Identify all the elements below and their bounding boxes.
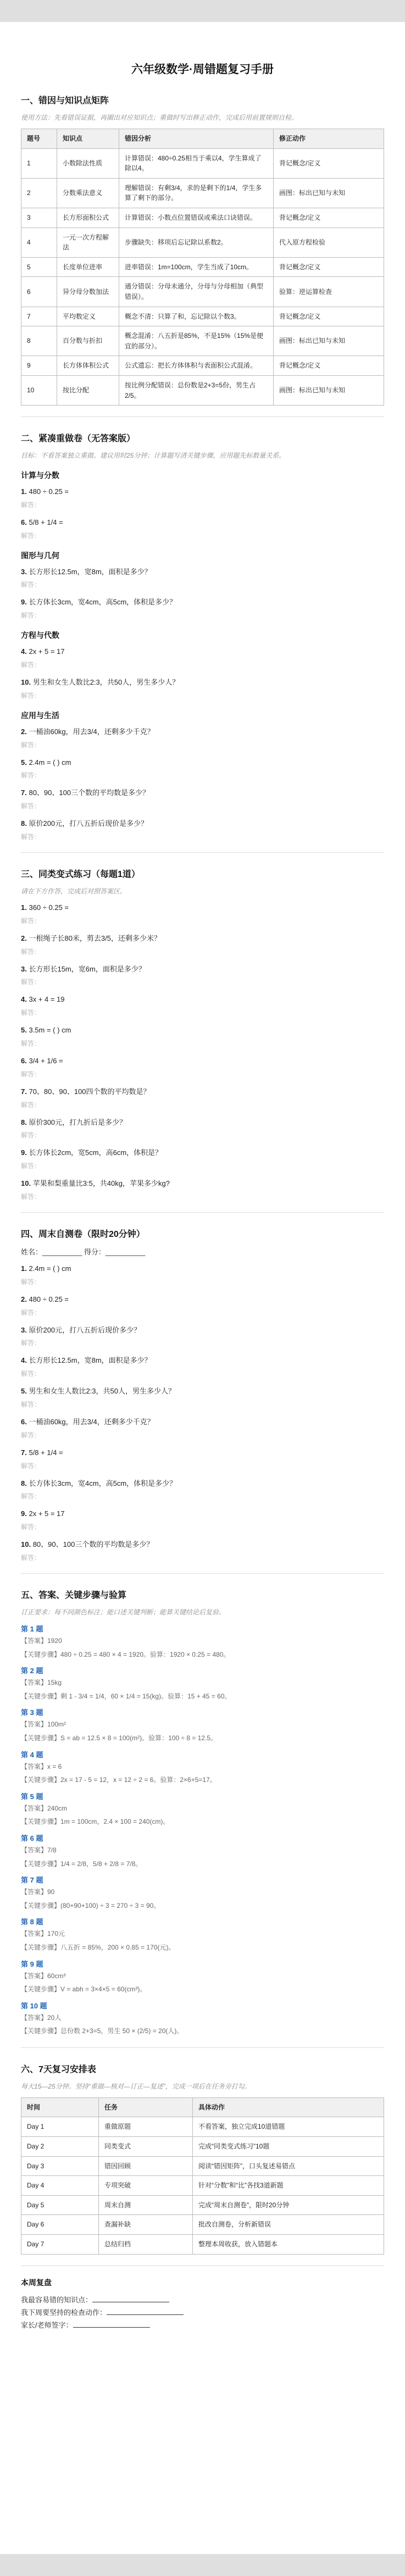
table-cell: 进率错误：1m=100cm，学生当成了10cm。 [119,257,274,277]
question [21,1263,384,1275]
question-text: 苹果和梨重量比3:5，共40kg，苹果多少kg? [32,1179,170,1188]
table-header-cell: 修正动作 [274,129,384,149]
question-text: 长方形长12.5m，宽8m，面积是多少？ [29,567,152,576]
divider [21,852,384,853]
answer-label[interactable]: 解答： [21,833,41,841]
table-header-cell: 时间 [21,2097,99,2117]
divider [21,1212,384,1213]
table-cell: 6 [21,277,57,307]
answer-label[interactable]: 解答： [21,917,41,925]
section-2-note: 目标：不看答案独立重做。建议用时25分钟；计算题写清关键步骤，应用题先标数量关系。 [21,452,286,460]
question [21,1478,384,1490]
answer-label[interactable]: 解答： [21,1009,41,1017]
table-row [21,277,384,307]
table-cell: 按比分配 [57,375,119,405]
answer-label[interactable]: 解答： [21,1401,41,1409]
answer-key-title: 第 6 题 [21,1834,43,1842]
question-number: 8. [21,1479,27,1487]
question-text: 2.4m = ( ) cm [29,1264,71,1273]
question-number: 5. [21,1026,27,1035]
question [21,1294,384,1306]
table-cell: 百分数与折扣 [57,326,119,356]
question-number: 9. [21,1148,27,1157]
table-cell: 批改自测卷，分析新错误 [193,2215,384,2235]
answer-key-title: 第 8 题 [21,1918,43,1927]
table-cell: Day 5 [21,2195,99,2215]
question [21,1539,384,1551]
answer-value: 【答案】170元 [21,1930,65,1938]
table-cell: 4 [21,227,57,257]
question-number: 7. [21,789,27,797]
question-text: 480 ÷ 0.25 = [29,487,69,496]
answer-value: 【答案】7/8 [21,1846,57,1854]
question [21,1508,384,1520]
question-text: 男生和女生人数比2:3，共50人，男生多少人？ [32,678,180,687]
answer-label[interactable]: 解答： [21,1131,41,1140]
answer-label[interactable]: 解答： [21,1193,41,1201]
table-row [21,148,384,178]
answer-steps: 【关键步骤】1/4 = 2/8，5/8 + 2/8 = 7/8。 [21,1859,142,1868]
table-cell: 8 [21,326,57,356]
table-cell: 按比例分配错误：总份数是2+3=5份，男生占2/5。 [119,375,274,405]
table-cell: 不看答案，独立完成10道错题 [193,2117,384,2137]
question [21,726,384,738]
table-cell: 查漏补缺 [99,2215,193,2235]
divider [21,1573,384,1574]
question-text: 80、90、100三个数的平均数是多少？ [32,1540,154,1549]
answer-steps: 【关键步骤】S = ab = 12.5 × 8 = 100(m²)。验算：100 ÷ 8 = 12.5。 [21,1734,218,1742]
answer-label[interactable]: 解答： [21,1278,41,1286]
section-1-heading: 一、错因与知识点矩阵 [21,96,109,106]
table-cell: 针对“分数”和“比”各找3道新题 [193,2176,384,2196]
table-cell: 同类变式 [99,2137,193,2157]
question-number: 7. [21,1448,27,1457]
question [21,486,384,498]
table-cell: 画图：标出已知与未知 [274,178,384,208]
question-number: 2. [21,1295,27,1303]
question-text: 3.5m = ( ) cm [29,1026,71,1035]
divider [21,2047,384,2048]
table-cell: 错因回顾 [99,2156,193,2176]
question [21,1056,384,1067]
question [21,818,384,830]
blank-line[interactable] [73,2327,150,2328]
question-number: 2. [21,727,27,736]
table-cell: 总结归档 [99,2235,193,2255]
answer-steps: 【关键步骤】2x = 17 - 5 = 12，x = 12 ÷ 2 = 6。验算：2×6+5=17。 [21,1776,217,1784]
table-cell: 小数除法性质 [57,148,119,178]
table-row [21,227,384,257]
table-cell: 7 [21,307,57,326]
answer-label[interactable]: 解答： [21,581,41,589]
answer-value: 【答案】100m² [21,1720,66,1729]
question-number: 8. [21,819,27,828]
table-row [21,2117,384,2137]
table-header-cell: 知识点 [57,129,119,149]
table-header-cell: 错因分析 [119,129,274,149]
table-header-cell: 具体动作 [193,2097,384,2117]
table-cell: 5 [21,257,57,277]
bottom-bar [0,2554,405,2576]
answer-label[interactable]: 解答： [21,1040,41,1048]
answer-label[interactable]: 解答： [21,802,41,810]
table-cell: 通分错误：分母未通分，分母与分母相加（典型错误）。 [119,277,274,307]
answer-value: 【答案】1920 [21,1637,62,1645]
table-row [21,375,384,405]
question-text: 480 ÷ 0.25 = [29,1295,69,1303]
answer-steps: 【关键步骤】八五折 = 85%，200 × 0.85 = 170(元)。 [21,1943,175,1951]
table-row [21,257,384,277]
question-number: 4. [21,1356,27,1365]
table-cell: 长方体体积公式 [57,356,119,376]
question [21,964,384,975]
summary-label: 我下周要坚持的检查动作： [21,2308,107,2317]
question-number: 10. [21,1540,31,1549]
answer-label[interactable]: 解答： [21,771,41,780]
table-cell: Day 2 [21,2137,99,2157]
table-row [21,208,384,227]
question-number: 3. [21,1325,27,1334]
table-row [21,2156,384,2176]
group-title: 图形与几何 [21,551,59,560]
question-number: 5. [21,758,27,767]
question-number: 9. [21,598,27,607]
question-number: 6. [21,1057,27,1065]
section-2-heading: 二、紧凑重做卷（无答案版） [21,434,136,444]
table-header-cell: 题号 [21,129,57,149]
answer-steps: 【关键步骤】总份数 2+3=5，男生 50 × (2/5) = 20(人)。 [21,2027,184,2035]
table-cell: 长方形面积公式 [57,208,119,227]
question-number: 6. [21,1418,27,1426]
table-cell: 整理本周收获，放入错题本 [193,2235,384,2255]
table-cell: 完成“周末自测卷”，限时20分钟 [193,2195,384,2215]
redo-groups [21,470,384,841]
table-cell: 背记概念/定义 [274,208,384,227]
question [21,646,384,658]
answer-value: 【答案】20人 [21,2013,62,2022]
answer-keys [21,1623,384,2036]
question-text: 原价300元，打九折后是多少？ [29,1118,127,1126]
answer-label[interactable]: 解答： [21,1523,41,1531]
table-cell: 9 [21,356,57,376]
answer-label[interactable]: 解答： [21,612,41,620]
question-text: 长方形长15m，宽6m，面积是多少？ [29,964,146,973]
table-cell: Day 7 [21,2235,99,2255]
answer-label[interactable]: 解答： [21,741,41,749]
answer-steps: 【关键步骤】剩 1 - 3/4 = 1/4，60 × 1/4 = 15(kg)。验算：15 + 45 = 60。 [21,1692,231,1700]
table-cell: 完成“同类变式练习”10题 [193,2137,384,2157]
question [21,1147,384,1159]
blank-line[interactable] [107,2314,184,2315]
table-cell: 1 [21,148,57,178]
answer-label[interactable]: 解答： [21,1462,41,1470]
question-text: 5/8 + 1/4 = [29,1448,63,1457]
answer-key-title: 第 1 题 [21,1625,43,1633]
answer-label[interactable]: 解答： [21,531,41,540]
self-test-questions [21,1263,384,1562]
question [21,1447,384,1459]
answer-label[interactable]: 解答： [21,1492,41,1501]
question-text: 长方体长2cm，宽5cm，高6cm，体积是？ [29,1148,163,1157]
question-number: 1. [21,1264,27,1273]
answer-label[interactable]: 解答： [21,1370,41,1378]
table-cell: 平均数定义 [57,307,119,326]
table-cell: 一元一次方程解法 [57,227,119,257]
answer-label[interactable]: 解答： [21,1431,41,1439]
review-summary-heading: 本周复盘 [21,2278,52,2287]
question-number: 5. [21,1387,27,1396]
question-text: 5/8 + 1/4 = [29,518,63,526]
name-score-line: 姓名：__________ 得分：__________ [21,1248,146,1257]
question-number: 6. [21,518,27,526]
table-row [21,307,384,326]
question-text: 2x + 5 = 17 [29,1509,65,1518]
table-cell: 专项突破 [99,2176,193,2196]
question-number: 1. [21,487,27,496]
table-cell: 步骤缺失：移项后忘记除以系数2。 [119,227,274,257]
table-cell: 计算错误：480÷0.25相当于乘以4，学生算成了除以4。 [119,148,274,178]
question-number: 3. [21,567,27,576]
question-number: 9. [21,1509,27,1518]
question [21,1355,384,1367]
answer-value: 【答案】60cm³ [21,1972,66,1980]
answer-label[interactable]: 解答： [21,1101,41,1109]
question [21,933,384,945]
table-cell: 背记概念/定义 [274,257,384,277]
table-row [21,356,384,376]
table-cell: 背记概念/定义 [274,148,384,178]
question [21,1178,384,1190]
question [21,1086,384,1098]
question-number: 7. [21,1087,27,1096]
question-number: 4. [21,647,27,656]
table-cell: 理解错误：有剩3/4，求的是剩下的1/4，学生多算了剩下的部分。 [119,178,274,208]
answer-key-title: 第 2 题 [21,1667,43,1675]
question-text: 一桶油60kg，用去3/4，还剩多少千克？ [29,727,154,736]
answer-label[interactable]: 解答： [21,1339,41,1347]
table-row [21,2137,384,2157]
table-cell: 周末自测 [99,2195,193,2215]
question-text: 一根绳子长80米，剪去3/5，还剩多少米？ [29,934,162,942]
answer-steps: 【关键步骤】480 ÷ 0.25 = 480 × 4 = 1920。验算：1920 × 0.25 = 480。 [21,1650,230,1658]
answer-label[interactable]: 解答： [21,947,41,956]
question-number: 10. [21,678,31,687]
question [21,994,384,1006]
question [21,787,384,799]
table-cell: Day 3 [21,2156,99,2176]
table-cell: 异分母分数加法 [57,277,119,307]
review-schedule-table [21,2097,384,2255]
answer-key-title: 第 4 题 [21,1750,43,1759]
answer-label[interactable]: 解答： [21,1554,41,1562]
question [21,597,384,608]
question-number: 10. [21,1179,31,1188]
table-cell: 重做原题 [99,2117,193,2137]
table-cell: 画图：标出已知与未知 [274,326,384,356]
question [21,757,384,769]
table-cell: 背记概念/定义 [274,356,384,376]
table-cell: Day 6 [21,2215,99,2235]
section-5-heading: 五、答案、关键步骤与验算 [21,1591,127,1600]
table-header-cell: 任务 [99,2097,193,2117]
table-row [21,2215,384,2235]
question-text: 一桶油60kg，用去3/4，还剩多少千克？ [29,1418,154,1426]
question-text: 80、90、100三个数的平均数是多少？ [29,789,150,797]
question-text: 70、80、90、100四个数的平均数是？ [29,1087,151,1096]
question-text: 2.4m = ( ) cm [29,758,71,767]
answer-value: 【答案】15kg [21,1679,62,1687]
question [21,1386,384,1397]
variant-questions [21,902,384,1201]
table-cell: 长度单位进率 [57,257,119,277]
answer-label[interactable]: 解答： [21,1070,41,1078]
table-cell: 3 [21,208,57,227]
question-text: 原价200元，打八五折后现价是多少？ [29,819,148,828]
error-matrix-table [21,129,384,406]
question-text: 长方体长3cm，宽4cm，高5cm，体积是多少？ [29,598,177,607]
question-number: 4. [21,995,27,1004]
table-cell: 画图：标出已知与未知 [274,375,384,405]
answer-key-title: 第 9 题 [21,1959,43,1968]
answer-steps: 【关键步骤】(80+90+100) ÷ 3 = 270 ÷ 3 = 90。 [21,1901,160,1909]
question [21,1025,384,1036]
section-1-note: 使用方法：先看错误证据，再圈出对应知识点；重做时写出修正动作，完成后用前置规则自检。 [21,114,298,121]
table-header-row [21,129,384,149]
table-cell: 阅读“错因矩阵”，口头复述易错点 [193,2156,384,2176]
section-5-note: 订正要求：每不同颜色标注；能口述关键判断；能算关键结论后复验。 [21,1608,226,1616]
answer-label[interactable]: 解答： [21,661,41,669]
question-text: 长方形长12.5m，宽8m，面积是多少？ [29,1356,152,1365]
group-title: 计算与分数 [21,471,59,480]
question [21,677,384,689]
table-cell: 代入原方程检验 [274,227,384,257]
section-3-heading: 三、同类变式练习（每题1道） [21,870,140,880]
question-text: 男生和女生人数比2:3，共50人，男生多少人？ [29,1387,176,1396]
answer-steps: 【关键步骤】V = abh = 3×4×5 = 60(cm³)。 [21,1985,147,1994]
table-cell: 公式遗忘：把长方体体积与表面积公式混淆。 [119,356,274,376]
review-summary [21,2294,384,2332]
section-6-heading: 六、7天复习安排表 [21,2064,96,2074]
question [21,1417,384,1428]
question [21,902,384,914]
question-text: 原价200元，打八五折后现价多少？ [29,1325,141,1334]
table-cell: 10 [21,375,57,405]
question-text: 360 ÷ 0.25 = [29,903,69,912]
answer-key-title: 第 5 题 [21,1792,43,1801]
group-title: 方程与代数 [21,631,59,640]
table-cell: 概念混淆：八五折是85%，不是15%（15%是便宜的部分）。 [119,326,274,356]
table-row [21,326,384,356]
table-row [21,2176,384,2196]
section-4-heading: 四、周末自测卷（限时20分钟） [21,1230,145,1240]
answer-label[interactable]: 解答： [21,501,41,509]
question [21,517,384,529]
table-cell: 背记概念/定义 [274,307,384,326]
answer-label[interactable]: 解答： [21,1162,41,1170]
answer-value: 【答案】90 [21,1888,55,1896]
answer-key-title: 第 10 题 [21,2001,47,2010]
question [21,1117,384,1129]
answer-label[interactable]: 解答： [21,1308,41,1317]
question-text: 长方体长3cm，宽4cm，高5cm，体积是多少？ [29,1479,177,1487]
table-cell: 概念不清：只算了和，忘记除以个数3。 [119,307,274,326]
question-number: 1. [21,903,27,912]
group-title: 应用与生活 [21,710,59,720]
answer-key-title: 第 7 题 [21,1876,43,1885]
document-title: 六年级数学·周错题复习手册 [131,63,274,76]
question-text: 3/4 + 1/6 = [29,1057,63,1065]
table-cell: 分数乘法意义 [57,178,119,208]
answer-steps: 【关键步骤】1m = 100cm，2.4 × 100 = 240(cm)。 [21,1818,170,1826]
table-row [21,2235,384,2255]
table-row [21,2195,384,2215]
table-cell: Day 1 [21,2117,99,2137]
answer-label[interactable]: 解答： [21,691,41,699]
section-6-note: 每天15—25分钟。坚持“重做—核对—订正—复述”，完成一项后在任务旁打勾。 [21,2082,251,2090]
table-header-row [21,2097,384,2117]
question-number: 8. [21,1118,27,1126]
table-cell: 2 [21,178,57,208]
question-number: 2. [21,934,27,942]
table-cell: 验算：逆运算检查 [274,277,384,307]
table-row [21,178,384,208]
answer-label[interactable]: 解答： [21,978,41,986]
answer-value: 【答案】240cm [21,1804,68,1812]
question-text: 3x + 4 = 19 [29,995,65,1004]
section-3-note: 请在下方作答，完成后对照答案区。 [21,887,127,896]
question-number: 3. [21,964,27,973]
question-text: 2x + 5 = 17 [29,647,65,656]
summary-label: 家长/老师签字： [21,2321,73,2330]
answer-key-title: 第 3 题 [21,1708,43,1717]
answer-value: 【答案】x = 6 [21,1762,62,1770]
table-cell: 计算错误：小数点位置错误或乘法口诀错误。 [119,208,274,227]
question [21,1325,384,1336]
table-cell: Day 4 [21,2176,99,2196]
question [21,567,384,578]
summary-label: 我最容易错的知识点： [21,2295,93,2304]
